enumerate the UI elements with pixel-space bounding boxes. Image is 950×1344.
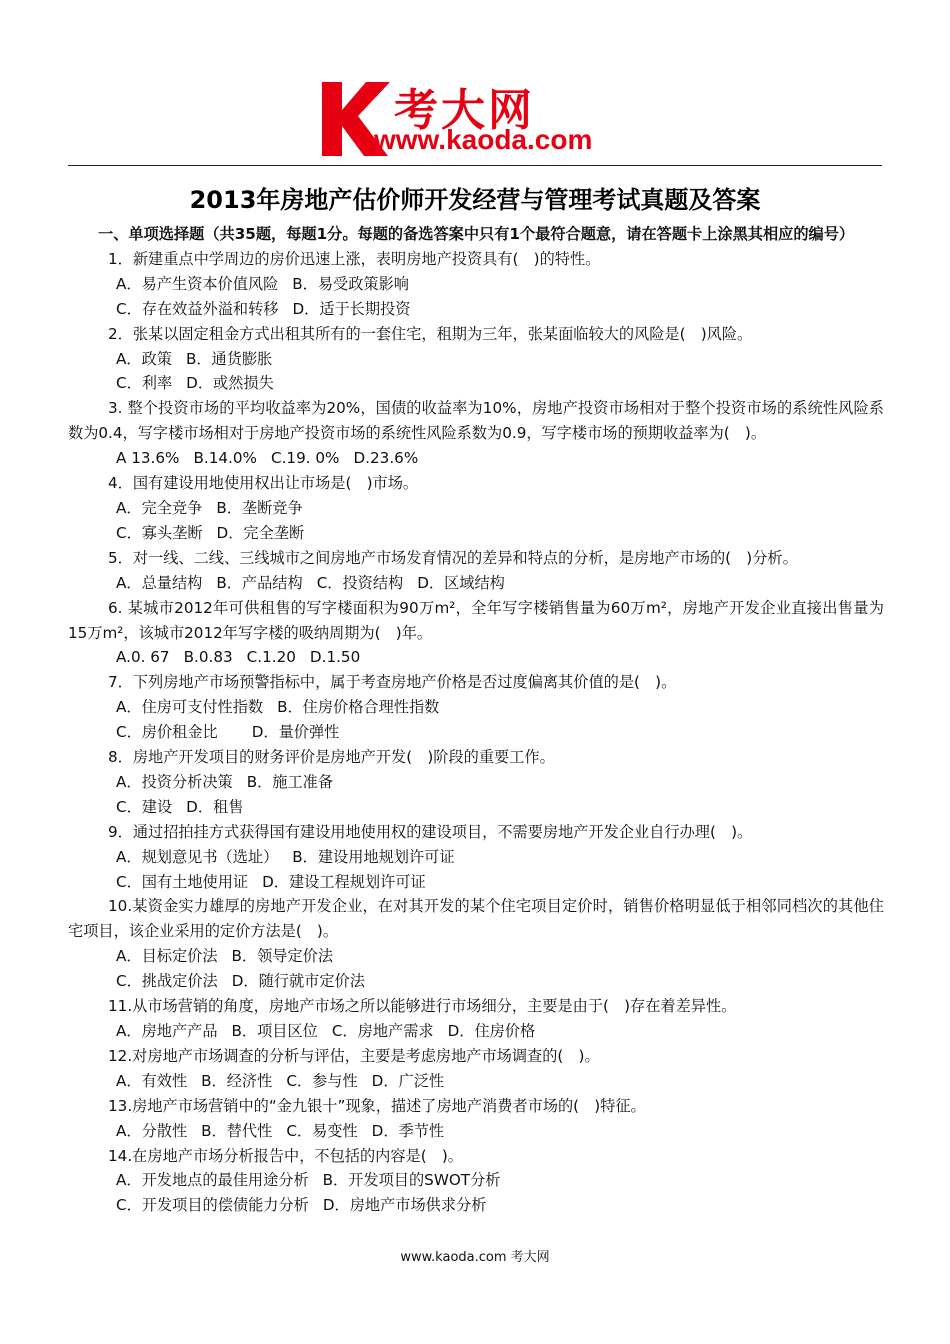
option: A．开发地点的最佳用途分析: [116, 1171, 309, 1190]
option-row: [68, 770, 884, 795]
option-row: [68, 845, 884, 870]
option: A．房地产产品: [116, 1022, 218, 1040]
question-stem: 10.某资金实力雄厚的房地产开发企业，在对其开发的某个住宅项目定价时，销售价格明显低于相邻同档次的其他住宅项目，该企业采用的定价方法是( )。: [68, 897, 884, 941]
section-heading: 一、单项选择题（共35题，每题1分。每题的备选答案中只有1个最符合题意，请在答题卡上涂黑其相应的编号）: [98, 225, 855, 243]
document-title: 2013年房地产估价师开发经营与管理考试真题及答案: [189, 186, 761, 214]
option: A．易产生资本价值风险: [116, 274, 279, 293]
option: B．领导定价法: [231, 947, 334, 966]
option: C．参与性: [286, 1071, 358, 1090]
kaoda-logo: [318, 80, 638, 158]
page-footer: www.kaoda.com 考大网: [400, 1250, 550, 1265]
option: A．完全竞争: [116, 498, 203, 517]
question-stem: 11.从市场营销的角度，房地产市场之所以能够进行市场细分，主要是由于( )存在着差异性。: [108, 997, 737, 1016]
option: D．量价弹性: [251, 723, 340, 742]
option: D．建设工程规划许可证: [262, 872, 426, 891]
option: D．适于长期投资: [292, 299, 411, 318]
option: B．项目区位: [231, 1022, 318, 1040]
option: A．住房可支付性指数: [116, 698, 264, 717]
option: B．开发项目的SWOT分析: [322, 1171, 501, 1190]
option: D．住房价格: [447, 1022, 536, 1040]
option: B．垄断竞争: [216, 498, 303, 517]
option: A.0. 67: [116, 648, 170, 667]
option: D．租售: [186, 797, 244, 816]
option: A．目标定价法: [116, 947, 218, 966]
option: C．易变性: [286, 1121, 358, 1140]
question-stem: 3. 整个投资市场的平均收益率为20%，国债的收益率为10%，房地产投资市场相对于整个投资市场的系统性风险系数为0.4，写字楼市场相对于房地产投资市场的系统性风险系数为0.9，写字楼市场的预期收益率为( )。: [68, 399, 884, 443]
option: D．完全垄断: [216, 523, 305, 542]
option: D．随行就市定价法: [231, 972, 365, 991]
option-row: [68, 347, 884, 372]
option: B.0.83: [183, 648, 233, 667]
option: D．房地产市场供求分析: [322, 1196, 487, 1215]
question-stem: 9．通过招拍挂方式获得国有建设用地使用权的建设项目，不需要房地产开发企业自行办理( )。: [108, 822, 753, 841]
option: B．易受政策影响: [292, 274, 409, 293]
option-row: [68, 695, 884, 720]
logo-url: www.kaoda.com: [374, 124, 593, 155]
header-divider: [68, 165, 882, 166]
option-row: [68, 1193, 884, 1218]
option: B．施工准备: [246, 772, 334, 791]
option-row: [68, 496, 884, 521]
question-list: [68, 222, 884, 1218]
option-row: [68, 870, 884, 895]
option: B．替代性: [201, 1121, 273, 1140]
option-row: [68, 944, 884, 969]
option: A．有效性: [116, 1071, 188, 1090]
option-row: [68, 446, 884, 471]
option: D．广泛性: [371, 1071, 445, 1090]
option-row: [68, 1069, 884, 1094]
option-row: [68, 1119, 884, 1144]
option: B.14.0%: [193, 449, 257, 468]
option: D．区域结构: [417, 573, 505, 592]
question-stem: 1．新建重点中学周边的房价迅速上涨，表明房地产投资具有( )的特性。: [108, 249, 601, 268]
option: B．经济性: [201, 1071, 273, 1090]
question-stem: 5．对一线、二线、三线城市之间房地产市场发育情况的差异和特点的分析，是房地产市场的( )分析。: [108, 548, 798, 567]
option: A．总量结构: [116, 573, 203, 592]
logo-chinese-name: 考大网: [394, 85, 535, 136]
option: D.1.50: [309, 648, 361, 667]
option: C．投资结构: [316, 573, 404, 592]
option: A．规划意见书（选址）: [116, 847, 279, 866]
question-stem: 7．下列房地产市场预警指标中，属于考查房地产价格是否过度偏离其价值的是( )。: [108, 673, 677, 692]
option-row: [68, 795, 884, 820]
option: D．或然损失: [186, 374, 274, 393]
option: A．政策: [116, 349, 172, 368]
option: C.1.20: [246, 648, 296, 667]
option-row: [68, 969, 884, 994]
option: C.19. 0%: [270, 449, 340, 468]
question-stem: 2．张某以固定租金方式出租其所有的一套住宅，租期为三年，张某面临较大的风险是( )风险。: [108, 324, 753, 343]
option: C．开发项目的偿债能力分析: [116, 1196, 309, 1215]
question-stem: 12.对房地产市场调查的分析与评估，主要是考虑房地产市场调查的( )。: [108, 1046, 600, 1065]
option-row: [68, 720, 884, 745]
option: C．房地产需求: [331, 1022, 434, 1040]
option: C．利率: [116, 374, 173, 393]
option: B．住房价格合理性指数: [277, 698, 440, 717]
option-row: [68, 272, 884, 297]
option: A．分散性: [116, 1121, 188, 1140]
option: C．存在效益外溢和转移: [116, 299, 279, 318]
option-row: [68, 645, 884, 670]
option-row: [68, 1168, 884, 1193]
question-stem: 14.在房地产市场分析报告中，不包括的内容是( )。: [108, 1146, 463, 1165]
option-row: [68, 521, 884, 546]
question-stem: 8．房地产开发项目的财务评价是房地产开发( )阶段的重要工作。: [108, 748, 555, 767]
option: C．房价租金比: [116, 723, 218, 742]
option: C．寡头垄断: [116, 523, 203, 542]
option-row: [68, 297, 884, 322]
question-stem: 13.房地产市场营销中的“金九银十”现象，描述了房地产消费者市场的( )特征。: [108, 1096, 646, 1115]
option: C．建设: [116, 797, 173, 816]
option-row: [68, 371, 884, 396]
option: D.23.6%: [353, 449, 419, 468]
question-stem: 4．国有建设用地使用权出让市场是( )市场。: [108, 474, 419, 493]
option: A．投资分析决策: [116, 772, 233, 791]
option: C．挑战定价法: [116, 972, 218, 991]
option: A 13.6%: [116, 449, 180, 468]
option: D．季节性: [371, 1121, 445, 1140]
option-row: [68, 1019, 884, 1044]
question-stem: 6. 某城市2012年可供租售的写字楼面积为90万m²，全年写字楼销售量为60万m²，房地产开发企业直接出售量为15万m²，该城市2012年写字楼的吸纳周期为( )年。: [68, 598, 884, 642]
option: B．产品结构: [216, 573, 303, 592]
option: C．国有土地使用证: [116, 872, 249, 891]
option: B．通货膨胀: [185, 349, 273, 368]
option-row: [68, 571, 884, 596]
option: B．建设用地规划许可证: [292, 847, 455, 866]
